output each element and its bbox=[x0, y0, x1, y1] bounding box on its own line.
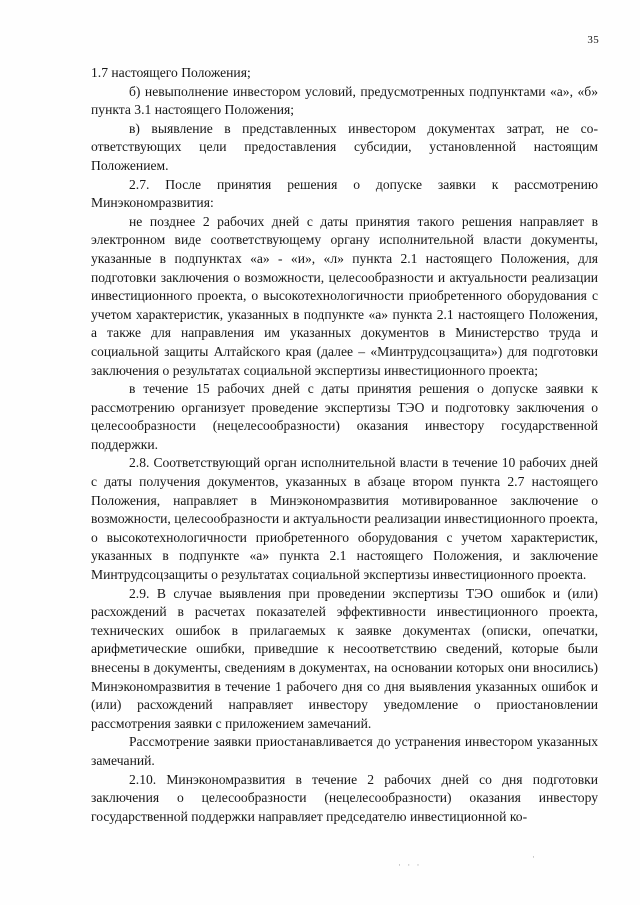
paragraph-2-7: 2.7. После принятия решения о допуске заявки к рассмотрению Минэкономразвития: bbox=[91, 176, 598, 211]
paragraph-subitem-b: б) невыполнение инвестором условий, предусмотренных подпунктами «а», «б» пункта 3.1 настоящего Положения; bbox=[91, 83, 598, 118]
paragraph-2-7-first-duty: не позднее 2 рабочих дней с даты принятия такого решения направляет в электронном виде соответствующему органу исполнительной власти документы, указанные в подпунктах «а» - «и», «л» пункта 2.1 настоящего Положения, для подготовки заключения о возможности, целесообразности и актуальности реализации инвестиционного проекта, о высокотехнологичности приобретенного оборудования с учетом характеристик, указанных в подпункте «а» пункта 2.1 настоящего Положения, а также для направления им указанных документов в Министерство труда и социальной защиты Алтайского края (далее – «Минтрудсоцзащита») для подготовки заключения о результатах социальной экспертизы инвестиционного проекта; bbox=[91, 213, 598, 378]
scan-speck: · · · bbox=[398, 860, 422, 870]
paragraph-2-8: 2.8. Соответствующий орган исполнительной власти в течение 10 рабочих дней с даты получения документов, указанных в абзаце втором пункта 2.7 настоящего Положения, направляет в Минэкономразвития мотивированное заключение о возможности, целесообразности и актуальности реализации инвестиционного проекта, о высокотехнологичности приобретенного оборудования с учетом характеристик, указанных в подпункте «а» пункта 2.1 настоящего Положения, и заключение Минтрудсоцзащиты о результатах социальной экспертизы инвестиционного проекта. bbox=[91, 455, 598, 583]
paragraph-subitem-v: в) выявление в представленных инвестором документах затрат, не соответствующих цели предоставления субсидии, установленной настоящим Положением. bbox=[91, 120, 598, 173]
paragraph-2-7-second-duty: в течение 15 рабочих дней с даты принятия решения о допуске заявки к рассмотрению организует проведение экспертизы ТЭО и подготовку заключения о целесообразности (нецелесообразности) оказания инвестору государственной поддержки. bbox=[91, 381, 598, 452]
paragraph-2-9-suspension: Рассмотрение заявки приостанавливается до устранения инвестором указанных замечаний. bbox=[91, 734, 598, 768]
document-body bbox=[91, 64, 598, 826]
paragraph-continuation-1-7: 1.7 настоящего Положения; bbox=[91, 65, 251, 80]
page-number: 35 bbox=[587, 34, 599, 46]
scan-speck: · bbox=[532, 852, 537, 862]
paragraph-2-10: 2.10. Минэкономразвития в течение 2 рабочих дней со дня подготовки заключения о целесообразности (нецелесообразности) оказания инвестору государственной поддержки направляет председателю инвестиционной ко- bbox=[91, 771, 598, 824]
paragraph-2-9: 2.9. В случае выявления при проведении экспертизы ТЭО ошибок и (или) расхождений в расчетах показателей эффективности инвестиционного проекта, технических ошибок в прилагаемых к заявке документах (описки, опечатки, арифметические ошибки, приведшие к несоответствию сведений, которые были внесены в документы, сведениям в документах, на основании которых они вносились) Минэкономразвития в течение 1 рабочего дня со дня выявления указанных ошибок и (или) расхождений направляет инвестору уведомление о приостановлении рассмотрения заявки с приложением замечаний. bbox=[91, 585, 598, 731]
